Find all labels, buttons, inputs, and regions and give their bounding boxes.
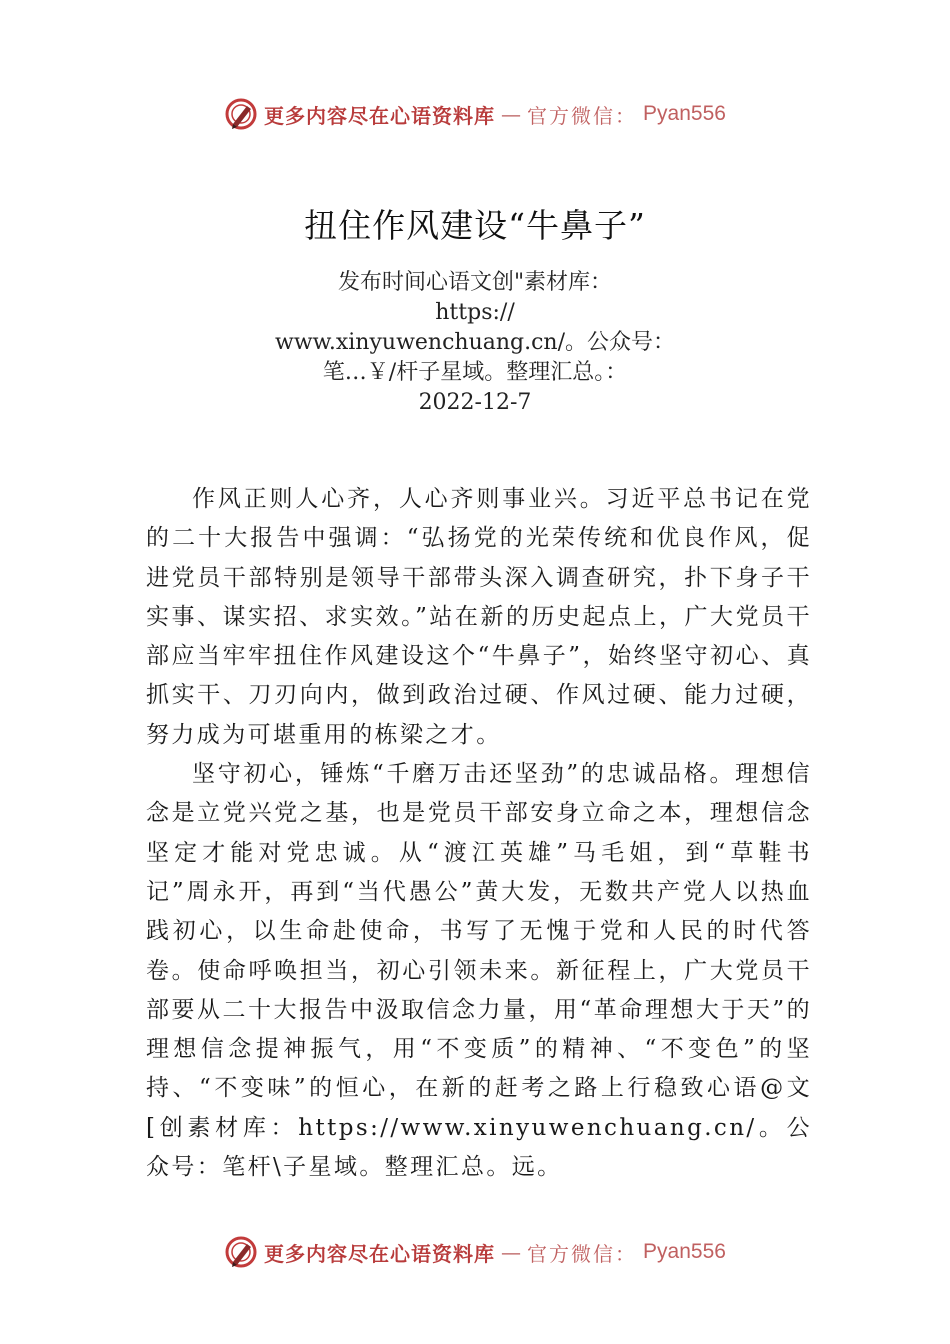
document-meta bbox=[0, 268, 950, 418]
paragraph: 作风正则人心齐，人心齐则事业兴。习近平总书记在党的二十大报告中强调：“弘扬党的光荣传统和优良作风，促进党员干部特别是领导干部带头深入调查研究，扑下身子干实事、谋实招、求实效。”站在新的历史起点上，广大党员干部应当牢牢扭住作风建设这个“牛鼻子”，始终坚守初心、真抓实干、刀刃向内，做到政治过硬、作风过硬、能力过硬，努力成为可堪重用的栋梁之才。 bbox=[146, 486, 812, 748]
footer-banner bbox=[0, 1232, 950, 1272]
meta-line: https:// bbox=[435, 300, 515, 325]
meta-line: 2022-12-7 bbox=[418, 390, 532, 415]
banner-dash: — bbox=[501, 1240, 522, 1264]
meta-line: www.xinyuwenchuang.cn/。公众号： bbox=[274, 330, 676, 355]
banner-dash: — bbox=[501, 102, 522, 126]
banner-text: 更多内容尽在心语资料库 bbox=[264, 103, 496, 128]
document-title: 扭住作风建设“牛鼻子” bbox=[304, 206, 646, 245]
meta-line: 发布时间心语文创"素材库： bbox=[337, 270, 613, 295]
paragraph: 坚守初心，锤炼“千磨万击还坚劲”的忠诚品格。理想信念是立党兴党之基，也是党员干部安身立命之本，理想信念坚定才能对党忠诚。从“渡江英雄”马毛姐，到“草鞋书记”周永开，再到“当代愚公”黄大发，无数共产党人以热血践初心，以生命赴使命，书写了无愧于党和人民的时代答卷。使命呼唤担当，初心引领未来。新征程上，广大党员干部要从二十大报告中汲取信念力量，用“革命理想大于天”的理想信念提神振气，用“不变质”的精神、“不变色”的坚持、“不变味”的恒心，在新的赶考之路上行稳致心语@文[创素材库：https://www.xinyuwenchuang.cn/。公众号：笔杆\子星域。整理汇总。远。 bbox=[146, 761, 812, 1181]
banner-wechat-id: Pyan556 bbox=[643, 102, 726, 125]
banner-text: 更多内容尽在心语资料库 bbox=[264, 1241, 496, 1266]
header-banner bbox=[0, 94, 950, 134]
meta-line: 笔…￥/杆子星域。整理汇总。： bbox=[322, 360, 628, 385]
banner-wechat-id: Pyan556 bbox=[643, 1240, 726, 1263]
banner-wechat-label: 官方微信： bbox=[527, 1241, 638, 1266]
document-body bbox=[146, 480, 812, 1187]
pen-logo-icon bbox=[224, 1235, 258, 1269]
banner-wechat-label: 官方微信： bbox=[527, 103, 638, 128]
pen-logo-icon bbox=[224, 97, 258, 131]
